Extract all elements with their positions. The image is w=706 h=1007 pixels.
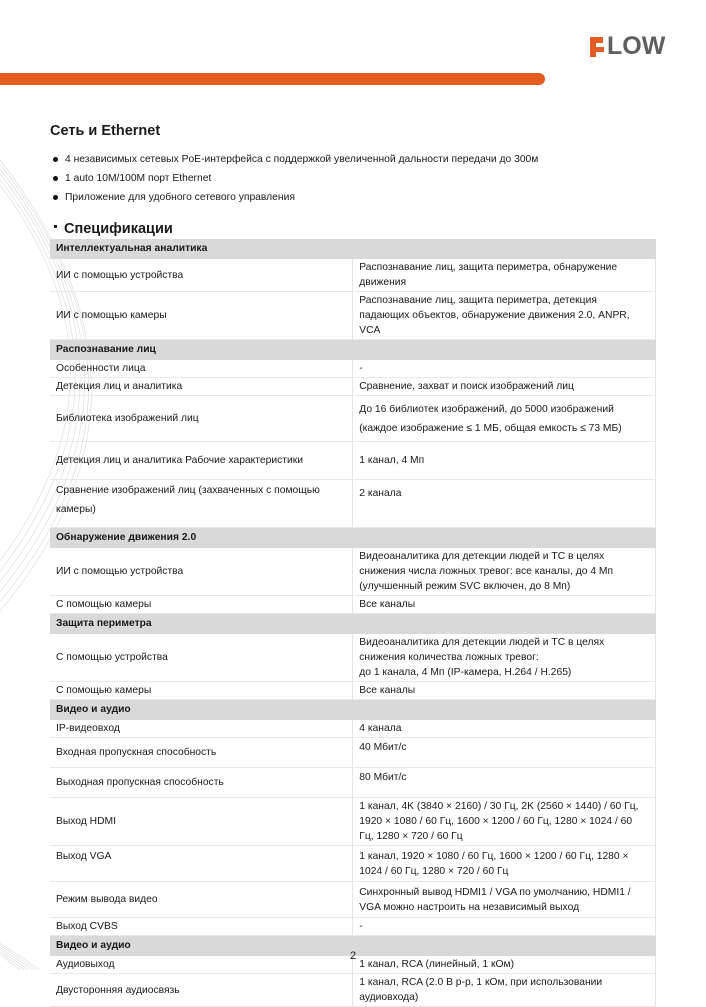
spec-value-line: Видеоаналитика для детекции людей и ТС в целях снижения количества ложных тревог: <box>359 637 605 663</box>
table-group-header: Видео и аудио <box>50 936 656 956</box>
table-row: Аудиовыход 1 канал, RCA (линейный, 1 кОм) <box>50 956 656 974</box>
table-row: ИИ с помощью устройства Видеоаналитика для детекции людей и ТС в целях снижения числа ложных тревог: все каналы, до 4 Мп (улучшенный режим SVC включен, до 8 Мп) <box>50 548 656 596</box>
table-row: С помощью камеры Все каналы <box>50 682 656 700</box>
table-group-header: Защита периметра <box>50 614 656 634</box>
table-row: Сравнение изображений лиц (захваченных с помощью камеры) 2 канала <box>50 480 656 528</box>
table-row: IP-видеовход 4 канала <box>50 720 656 738</box>
table-group-header: Интеллектуальная аналитика <box>50 239 656 259</box>
table-row: Выходная пропускная способность 80 Мбит/с <box>50 768 656 798</box>
spec-table <box>50 239 656 1007</box>
bullet-item: 4 независимых сетевых PoE-интерфейса с поддержкой увеличенной дальности передачи до 300м <box>50 150 658 169</box>
table-row: ИИ с помощью устройства Распознавание лиц, защита периметра, обнаружение движения <box>50 259 656 292</box>
spec-value-line: до 1 канала, 4 Мп (IP-камера, H.264 / H.265) <box>359 667 572 678</box>
logo-wordmark: LOW <box>607 32 666 60</box>
flow-logo <box>590 34 665 58</box>
table-row: С помощью камеры Все каналы <box>50 596 656 614</box>
square-bullet-icon <box>54 225 57 228</box>
table-row: Особенности лица - <box>50 360 656 378</box>
network-section-title: Сеть и Ethernet <box>50 123 161 139</box>
table-row: Выход HDMI 1 канал, 4K (3840 × 2160) / 30 Гц, 2K (2560 × 1440) / 60 Гц, 1920 × 1080 / 60 Гц, 1600 × 1200 / 60 Гц, 1280 × 1024 / 60 Гц, 1280 × 720 / 60 Гц <box>50 798 656 846</box>
specs-title <box>50 219 658 239</box>
header-accent-bar <box>0 73 545 85</box>
bullet-item: Приложение для удобного сетевого управления <box>50 188 658 207</box>
table-group-header: Обнаружение движения 2.0 <box>50 528 656 548</box>
table-row: Детекция лиц и аналитика Сравнение, захват и поиск изображений лиц <box>50 378 656 396</box>
page-number: 2 <box>349 950 357 962</box>
bullet-item: 1 auto 10M/100M порт Ethernet <box>50 169 658 188</box>
table-row: ИИ с помощью камеры Распознавание лиц, защита периметра, детекция падающих объектов, обнаружение движения 2.0, ANPR, VCA <box>50 292 656 340</box>
table-row: С помощью устройства Видеоаналитика для детекции людей и ТС в целях снижения количества ложных тревог: до 1 канала, 4 Мп (IP-камера, H.264 / H.265) <box>50 634 656 682</box>
table-row: Выход CVBS - <box>50 918 656 936</box>
table-row: Выход VGA 1 канал, 1920 × 1080 / 60 Гц, 1600 × 1200 / 60 Гц, 1280 × 1024 / 60 Гц, 1280 × 720 / 60 Гц <box>50 846 656 882</box>
specs-title-text: Спецификации <box>64 221 173 237</box>
table-row: Входная пропускная способность 40 Мбит/с <box>50 738 656 768</box>
table-group-header: Видео и аудио <box>50 700 656 720</box>
flow-logo-mark-icon <box>590 35 606 57</box>
table-row: Детекция лиц и аналитика Рабочие характеристики 1 канал, 4 Мп <box>50 442 656 480</box>
table-row: Режим вывода видео Синхронный вывод HDMI1 / VGA по умолчанию, HDMI1 / VGA можно настроить на независимый выход <box>50 882 656 918</box>
table-row: Двусторонняя аудиосвязь 1 канал, RCA (2.0 В p-p, 1 кОм, при использовании аудиовхода) <box>50 974 656 1007</box>
network-bullet-list <box>50 150 658 207</box>
page-content <box>50 118 658 1007</box>
table-group-header: Распознавание лиц <box>50 340 656 360</box>
table-row: Библиотека изображений лиц До 16 библиотек изображений, до 5000 изображений (каждое изображение ≤ 1 МБ, общая емкость ≤ 73 МБ) <box>50 396 656 442</box>
